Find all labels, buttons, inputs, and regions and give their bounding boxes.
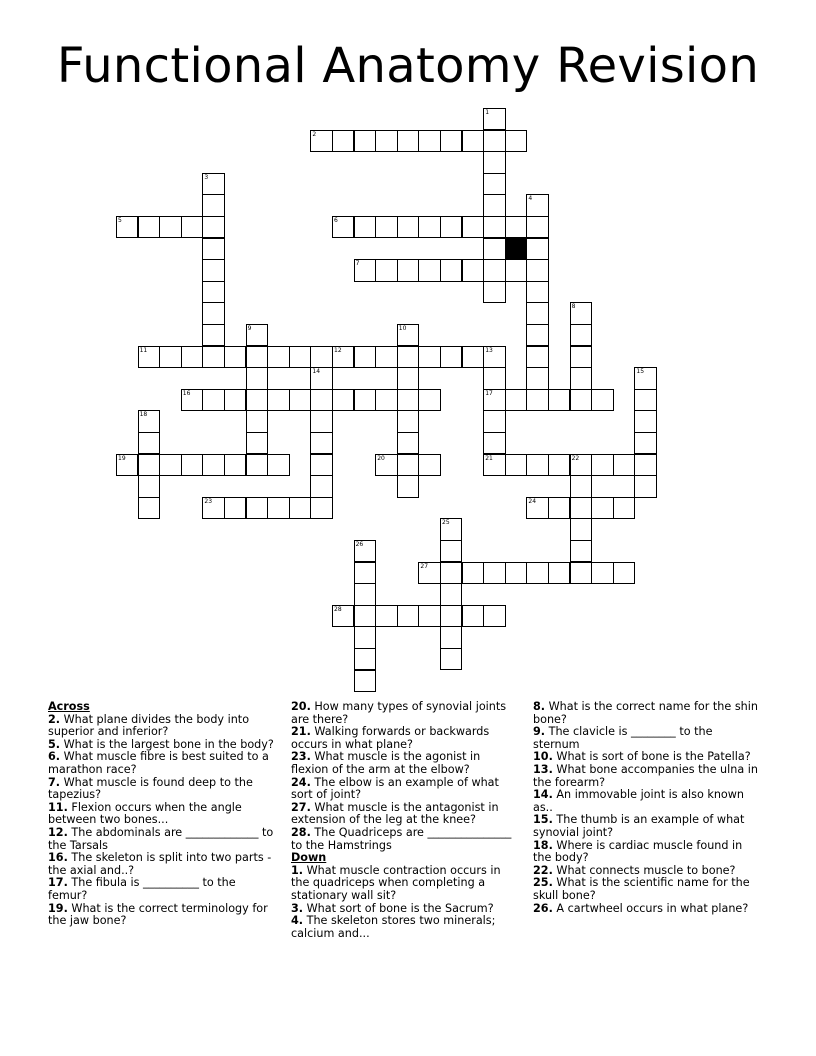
clues-column-3 bbox=[533, 701, 761, 915]
grid-cell[interactable] bbox=[181, 216, 203, 238]
grid-cell[interactable] bbox=[246, 410, 268, 432]
grid-cell[interactable] bbox=[224, 346, 246, 368]
clue-number-label: 16 bbox=[182, 389, 191, 397]
grid-cell[interactable] bbox=[462, 216, 484, 238]
grid-cell[interactable] bbox=[354, 648, 376, 670]
grid-cell[interactable] bbox=[354, 259, 376, 281]
clue-text: How many types of synovial joints are there? bbox=[291, 700, 507, 726]
grid-cell[interactable] bbox=[310, 410, 332, 432]
clue-text: The Quadriceps are _______________ to the Hamstrings bbox=[291, 825, 512, 852]
clue-number: 9. bbox=[533, 725, 546, 739]
grid-cell[interactable] bbox=[418, 454, 440, 476]
grid-cell[interactable] bbox=[570, 475, 592, 497]
clue-text: A cartwheel occurs in what plane? bbox=[556, 901, 749, 915]
grid-cell[interactable] bbox=[267, 497, 289, 519]
grid-cell[interactable] bbox=[440, 583, 462, 605]
grid-cell[interactable] bbox=[202, 302, 224, 324]
grid-cell[interactable] bbox=[246, 324, 268, 346]
grid-cell[interactable] bbox=[332, 389, 354, 411]
grid-cell[interactable] bbox=[483, 605, 505, 627]
down-clue bbox=[533, 764, 761, 789]
clue-text: Where is cardiac muscle found in the body? bbox=[533, 838, 743, 865]
across-clue bbox=[48, 903, 276, 928]
grid-cell[interactable] bbox=[159, 346, 181, 368]
grid-cell[interactable] bbox=[397, 324, 419, 346]
grid-cell[interactable] bbox=[483, 346, 505, 368]
grid-cell[interactable] bbox=[397, 475, 419, 497]
grid-cell[interactable] bbox=[483, 281, 505, 303]
clue-text: The thumb is an example of what synovial joint? bbox=[533, 813, 745, 839]
clue-number-label: 27 bbox=[420, 562, 429, 570]
clue-number: 6. bbox=[48, 750, 61, 764]
grid-cell[interactable] bbox=[138, 346, 160, 368]
clue-number-label: 1 bbox=[485, 109, 490, 116]
clue-text: The elbow is an example of what sort of joint? bbox=[291, 775, 499, 802]
grid-cell[interactable] bbox=[526, 562, 548, 584]
across-clue bbox=[291, 701, 513, 726]
clue-number: 21. bbox=[291, 725, 311, 739]
clue-number: 28. bbox=[291, 825, 311, 839]
grid-cell[interactable] bbox=[181, 389, 203, 411]
clue-number: 15. bbox=[533, 813, 553, 827]
grid-cell[interactable] bbox=[202, 454, 224, 476]
grid-cell[interactable] bbox=[548, 562, 570, 584]
grid-cell[interactable] bbox=[246, 367, 268, 389]
grid-cell[interactable] bbox=[246, 497, 268, 519]
grid-cell[interactable] bbox=[246, 454, 268, 476]
clue-text: What muscle is found deep to the tapezius? bbox=[48, 775, 253, 802]
grid-black-cell bbox=[505, 238, 527, 260]
clue-number: 24. bbox=[291, 775, 311, 789]
grid-cell[interactable] bbox=[505, 454, 527, 476]
grid-cell[interactable] bbox=[548, 454, 570, 476]
grid-cell[interactable] bbox=[397, 259, 419, 281]
grid-cell[interactable] bbox=[634, 389, 656, 411]
grid-cell[interactable] bbox=[440, 518, 462, 540]
clue-number-label: 25 bbox=[442, 519, 450, 527]
grid-cell[interactable] bbox=[418, 389, 440, 411]
grid-cell[interactable] bbox=[354, 605, 376, 627]
clue-number: 13. bbox=[533, 762, 553, 776]
across-clue bbox=[48, 777, 276, 802]
clue-text: The skeleton stores two minerals; calcium and... bbox=[291, 914, 496, 940]
clue-number: 14. bbox=[533, 788, 553, 802]
clue-text: What muscle contraction occurs in the quadriceps when completing a stationary wall sit? bbox=[291, 863, 501, 902]
down-clue bbox=[533, 726, 761, 751]
grid-cell[interactable] bbox=[116, 454, 138, 476]
clue-number-label: 5 bbox=[118, 217, 122, 224]
across-clue bbox=[48, 802, 276, 827]
grid-cell[interactable] bbox=[483, 194, 505, 216]
grid-cell[interactable] bbox=[526, 346, 548, 368]
across-clue bbox=[291, 751, 513, 776]
grid-cell[interactable] bbox=[440, 605, 462, 627]
grid-cell[interactable] bbox=[375, 389, 397, 411]
grid-cell[interactable] bbox=[591, 389, 613, 411]
grid-cell[interactable] bbox=[397, 454, 419, 476]
clue-number: 19. bbox=[48, 901, 68, 915]
grid-cell[interactable] bbox=[483, 562, 505, 584]
grid-cell[interactable] bbox=[289, 497, 311, 519]
clue-number: 7. bbox=[48, 775, 61, 789]
grid-cell[interactable] bbox=[397, 605, 419, 627]
grid-cell[interactable] bbox=[440, 648, 462, 670]
down-clue bbox=[533, 789, 761, 814]
grid-cell[interactable] bbox=[440, 130, 462, 152]
grid-cell[interactable] bbox=[483, 130, 505, 152]
grid-cell[interactable] bbox=[570, 497, 592, 519]
grid-cell[interactable] bbox=[483, 216, 505, 238]
grid-cell[interactable] bbox=[418, 605, 440, 627]
grid-cell[interactable] bbox=[332, 216, 354, 238]
grid-cell[interactable] bbox=[591, 497, 613, 519]
clue-number: 16. bbox=[48, 851, 68, 865]
clue-number: 5. bbox=[48, 737, 61, 751]
grid-cell[interactable] bbox=[202, 238, 224, 260]
grid-cell[interactable] bbox=[310, 497, 332, 519]
clue-text: What bone accompanies the ulna in the forearm? bbox=[533, 762, 758, 789]
grid-cell[interactable] bbox=[505, 130, 527, 152]
grid-cell[interactable] bbox=[354, 670, 376, 692]
clue-number-label: 10 bbox=[398, 325, 407, 332]
clue-number-label: 3 bbox=[204, 173, 209, 181]
down-clue bbox=[533, 903, 761, 916]
clue-number: 11. bbox=[48, 800, 68, 814]
down-clue bbox=[291, 915, 513, 940]
grid-cell[interactable] bbox=[526, 216, 548, 238]
grid-cell[interactable] bbox=[397, 432, 419, 454]
down-clue bbox=[533, 877, 761, 902]
grid-cell[interactable] bbox=[310, 367, 332, 389]
across-clue bbox=[48, 714, 276, 739]
grid-cell[interactable] bbox=[159, 454, 181, 476]
grid-cell[interactable] bbox=[354, 216, 376, 238]
grid-cell[interactable] bbox=[354, 626, 376, 648]
clue-number: 26. bbox=[533, 901, 553, 915]
grid-cell[interactable] bbox=[202, 389, 224, 411]
grid-cell[interactable] bbox=[613, 497, 635, 519]
grid-cell[interactable] bbox=[354, 389, 376, 411]
grid-cell[interactable] bbox=[634, 432, 656, 454]
grid-cell[interactable] bbox=[613, 562, 635, 584]
down-clue bbox=[533, 701, 761, 726]
clue-number: 17. bbox=[48, 876, 68, 890]
clue-text: What plane divides the body into superior and inferior? bbox=[48, 712, 250, 739]
grid-cell[interactable] bbox=[138, 497, 160, 519]
clue-number-label: 12 bbox=[334, 346, 342, 354]
clue-number-label: 26 bbox=[355, 541, 364, 548]
grid-cell[interactable] bbox=[526, 454, 548, 476]
grid-cell[interactable] bbox=[375, 346, 397, 368]
grid-cell[interactable] bbox=[570, 302, 592, 324]
clue-number: 18. bbox=[533, 838, 553, 852]
grid-cell[interactable] bbox=[310, 346, 332, 368]
grid-cell[interactable] bbox=[505, 216, 527, 238]
grid-cell[interactable] bbox=[310, 454, 332, 476]
grid-cell[interactable] bbox=[310, 130, 332, 152]
clue-number-label: 17 bbox=[485, 389, 493, 397]
grid-cell[interactable] bbox=[289, 389, 311, 411]
across-clue bbox=[291, 726, 513, 751]
grid-cell[interactable] bbox=[138, 432, 160, 454]
clue-number-label: 2 bbox=[312, 130, 317, 138]
clue-number: 12. bbox=[48, 825, 68, 839]
clue-number-label: 13 bbox=[485, 346, 493, 354]
grid-cell[interactable] bbox=[267, 454, 289, 476]
clue-number-label: 4 bbox=[528, 195, 533, 203]
across-clue bbox=[291, 802, 513, 827]
grid-cell[interactable] bbox=[634, 475, 656, 497]
grid-cell[interactable] bbox=[138, 216, 160, 238]
grid-cell[interactable] bbox=[224, 497, 246, 519]
clue-text: What is the correct name for the shin bone? bbox=[533, 700, 758, 726]
across-heading: Across bbox=[48, 700, 90, 713]
clue-text: An immovable joint is also known as.. bbox=[533, 788, 744, 814]
grid-cell[interactable] bbox=[418, 562, 440, 584]
clue-number: 22. bbox=[533, 863, 553, 877]
clue-text: Walking forwards or backwards occurs in what plane? bbox=[291, 725, 490, 751]
grid-cell[interactable] bbox=[246, 432, 268, 454]
grid-cell[interactable] bbox=[267, 389, 289, 411]
clue-number-label: 21 bbox=[485, 454, 493, 462]
grid-cell[interactable] bbox=[181, 346, 203, 368]
grid-cell[interactable] bbox=[202, 216, 224, 238]
grid-cell[interactable] bbox=[440, 562, 462, 584]
grid-cell[interactable] bbox=[634, 410, 656, 432]
grid-cell[interactable] bbox=[462, 346, 484, 368]
grid-cell[interactable] bbox=[289, 346, 311, 368]
grid-cell[interactable] bbox=[526, 389, 548, 411]
grid-cell[interactable] bbox=[397, 346, 419, 368]
grid-cell[interactable] bbox=[418, 216, 440, 238]
grid-cell[interactable] bbox=[397, 367, 419, 389]
grid-cell[interactable] bbox=[397, 389, 419, 411]
grid-cell[interactable] bbox=[526, 238, 548, 260]
clue-text: The clavicle is ________ to the sternum bbox=[533, 725, 713, 751]
grid-cell[interactable] bbox=[570, 367, 592, 389]
grid-cell[interactable] bbox=[526, 259, 548, 281]
grid-cell[interactable] bbox=[354, 540, 376, 562]
grid-cell[interactable] bbox=[159, 216, 181, 238]
clue-number-label: 22 bbox=[571, 454, 580, 462]
grid-cell[interactable] bbox=[505, 389, 527, 411]
grid-cell[interactable] bbox=[548, 497, 570, 519]
clue-number-label: 11 bbox=[139, 346, 148, 354]
grid-cell[interactable] bbox=[634, 367, 656, 389]
grid-cell[interactable] bbox=[397, 216, 419, 238]
grid-cell[interactable] bbox=[483, 108, 505, 130]
grid-cell[interactable] bbox=[591, 562, 613, 584]
grid-cell[interactable] bbox=[354, 130, 376, 152]
grid-cell[interactable] bbox=[483, 259, 505, 281]
across-clue bbox=[48, 751, 276, 776]
grid-cell[interactable] bbox=[483, 389, 505, 411]
grid-cell[interactable] bbox=[483, 151, 505, 173]
grid-cell[interactable] bbox=[548, 389, 570, 411]
grid-cell[interactable] bbox=[418, 259, 440, 281]
clue-number: 2. bbox=[48, 712, 61, 726]
across-clue bbox=[291, 777, 513, 802]
grid-cell[interactable] bbox=[375, 130, 397, 152]
grid-cell[interactable] bbox=[418, 130, 440, 152]
clue-number: 10. bbox=[533, 750, 553, 764]
down-clue bbox=[291, 865, 513, 903]
clue-number-label: 9 bbox=[247, 325, 252, 332]
clue-number-label: 15 bbox=[636, 368, 645, 376]
grid-cell[interactable] bbox=[570, 518, 592, 540]
grid-cell[interactable] bbox=[526, 324, 548, 346]
clues-column-2 bbox=[291, 701, 513, 940]
grid-cell[interactable] bbox=[483, 173, 505, 195]
grid-cell[interactable] bbox=[246, 346, 268, 368]
grid-cell[interactable] bbox=[267, 346, 289, 368]
grid-cell[interactable] bbox=[397, 130, 419, 152]
grid-cell[interactable] bbox=[202, 497, 224, 519]
clue-number-label: 28 bbox=[334, 605, 342, 613]
grid-cell[interactable] bbox=[202, 346, 224, 368]
clue-text: What is the scientific name for the skull bone? bbox=[533, 876, 750, 902]
grid-cell[interactable] bbox=[202, 194, 224, 216]
grid-cell[interactable] bbox=[310, 432, 332, 454]
grid-cell[interactable] bbox=[505, 562, 527, 584]
clue-number: 23. bbox=[291, 750, 311, 764]
grid-cell[interactable] bbox=[483, 367, 505, 389]
grid-cell[interactable] bbox=[462, 259, 484, 281]
down-clue bbox=[533, 840, 761, 865]
grid-cell[interactable] bbox=[526, 281, 548, 303]
across-clue bbox=[48, 852, 276, 877]
grid-cell[interactable] bbox=[181, 454, 203, 476]
grid-cell[interactable] bbox=[570, 324, 592, 346]
across-clue bbox=[48, 827, 276, 852]
grid-cell[interactable] bbox=[375, 216, 397, 238]
clue-number: 27. bbox=[291, 800, 311, 814]
grid-cell[interactable] bbox=[526, 302, 548, 324]
grid-cell[interactable] bbox=[440, 540, 462, 562]
grid-cell[interactable] bbox=[591, 454, 613, 476]
grid-cell[interactable] bbox=[483, 410, 505, 432]
grid-cell[interactable] bbox=[570, 389, 592, 411]
grid-cell[interactable] bbox=[224, 454, 246, 476]
clue-number-label: 8 bbox=[571, 303, 576, 311]
grid-cell[interactable] bbox=[138, 410, 160, 432]
clue-number-label: 20 bbox=[377, 454, 385, 462]
clue-number: 20. bbox=[291, 700, 311, 713]
grid-cell[interactable] bbox=[246, 389, 268, 411]
grid-cell[interactable] bbox=[202, 259, 224, 281]
clue-number-label: 23 bbox=[204, 497, 213, 505]
down-clue bbox=[533, 814, 761, 839]
grid-cell[interactable] bbox=[483, 432, 505, 454]
grid-cell[interactable] bbox=[526, 497, 548, 519]
clue-number-label: 7 bbox=[355, 260, 360, 268]
grid-cell[interactable] bbox=[440, 216, 462, 238]
page-title: Functional Anatomy Revision bbox=[56, 38, 760, 94]
grid-cell[interactable] bbox=[570, 562, 592, 584]
grid-cell[interactable] bbox=[375, 259, 397, 281]
clue-text: Flexion occurs when the angle between two bones... bbox=[48, 800, 242, 827]
clue-text: What muscle is the antagonist in extension of the leg at the knee? bbox=[291, 800, 499, 827]
grid-cell[interactable] bbox=[354, 562, 376, 584]
grid-cell[interactable] bbox=[526, 367, 548, 389]
grid-cell[interactable] bbox=[332, 130, 354, 152]
clue-number: 8. bbox=[533, 700, 546, 713]
clue-text: What muscle fibre is best suited to a marathon race? bbox=[48, 750, 269, 776]
across-clue bbox=[48, 877, 276, 902]
grid-cell[interactable] bbox=[613, 454, 635, 476]
grid-cell[interactable] bbox=[138, 475, 160, 497]
clue-text: What muscle is the agonist in flexion of the arm at the elbow? bbox=[291, 750, 481, 776]
grid-cell[interactable] bbox=[462, 605, 484, 627]
clue-text: What is the largest bone in the body? bbox=[63, 737, 274, 751]
grid-cell[interactable] bbox=[440, 346, 462, 368]
clue-text: What connects muscle to bone? bbox=[556, 863, 736, 877]
across-clue bbox=[291, 827, 513, 852]
grid-cell[interactable] bbox=[570, 346, 592, 368]
clue-number: 25. bbox=[533, 876, 553, 890]
grid-cell[interactable] bbox=[526, 194, 548, 216]
clue-number: 1. bbox=[291, 863, 304, 877]
grid-cell[interactable] bbox=[440, 626, 462, 648]
grid-cell[interactable] bbox=[310, 389, 332, 411]
clue-text: The abdominals are _____________ to the Tarsals bbox=[48, 825, 274, 852]
grid-cell[interactable] bbox=[397, 410, 419, 432]
grid-cell[interactable] bbox=[332, 346, 354, 368]
grid-cell[interactable] bbox=[462, 562, 484, 584]
clue-text: The fibula is __________ to the femur? bbox=[48, 876, 236, 902]
grid-cell[interactable] bbox=[202, 173, 224, 195]
grid-cell[interactable] bbox=[354, 346, 376, 368]
grid-cell[interactable] bbox=[634, 454, 656, 476]
grid-cell[interactable] bbox=[116, 216, 138, 238]
clues-column-1 bbox=[48, 701, 276, 928]
grid-cell[interactable] bbox=[310, 475, 332, 497]
clue-text: What sort of bone is the Sacrum? bbox=[306, 901, 494, 915]
clue-number-label: 19 bbox=[118, 454, 126, 462]
grid-cell[interactable] bbox=[224, 389, 246, 411]
grid-cell[interactable] bbox=[462, 130, 484, 152]
grid-cell[interactable] bbox=[483, 454, 505, 476]
grid-cell[interactable] bbox=[570, 454, 592, 476]
grid-cell[interactable] bbox=[570, 540, 592, 562]
clue-number-label: 18 bbox=[139, 411, 148, 419]
grid-cell[interactable] bbox=[354, 583, 376, 605]
grid-cell[interactable] bbox=[332, 605, 354, 627]
clue-text: What is sort of bone is the Patella? bbox=[556, 750, 751, 764]
clue-number-label: 14 bbox=[312, 368, 321, 376]
grid-cell[interactable] bbox=[483, 238, 505, 260]
clue-text: The skeleton is split into two parts - the axial and..? bbox=[48, 851, 272, 877]
grid-cell[interactable] bbox=[138, 454, 160, 476]
clue-text: What is the correct terminology for the jaw bone? bbox=[48, 901, 268, 928]
grid-cell[interactable] bbox=[418, 346, 440, 368]
grid-cell[interactable] bbox=[202, 281, 224, 303]
clue-number: 4. bbox=[291, 914, 304, 928]
grid-cell[interactable] bbox=[440, 259, 462, 281]
clue-number-label: 24 bbox=[528, 497, 537, 505]
grid-cell[interactable] bbox=[375, 605, 397, 627]
clue-number-label: 6 bbox=[334, 217, 338, 224]
down-heading: Down bbox=[291, 851, 327, 865]
grid-cell[interactable] bbox=[202, 324, 224, 346]
grid-cell[interactable] bbox=[375, 454, 397, 476]
grid-cell[interactable] bbox=[505, 259, 527, 281]
clue-number: 3. bbox=[291, 901, 304, 915]
